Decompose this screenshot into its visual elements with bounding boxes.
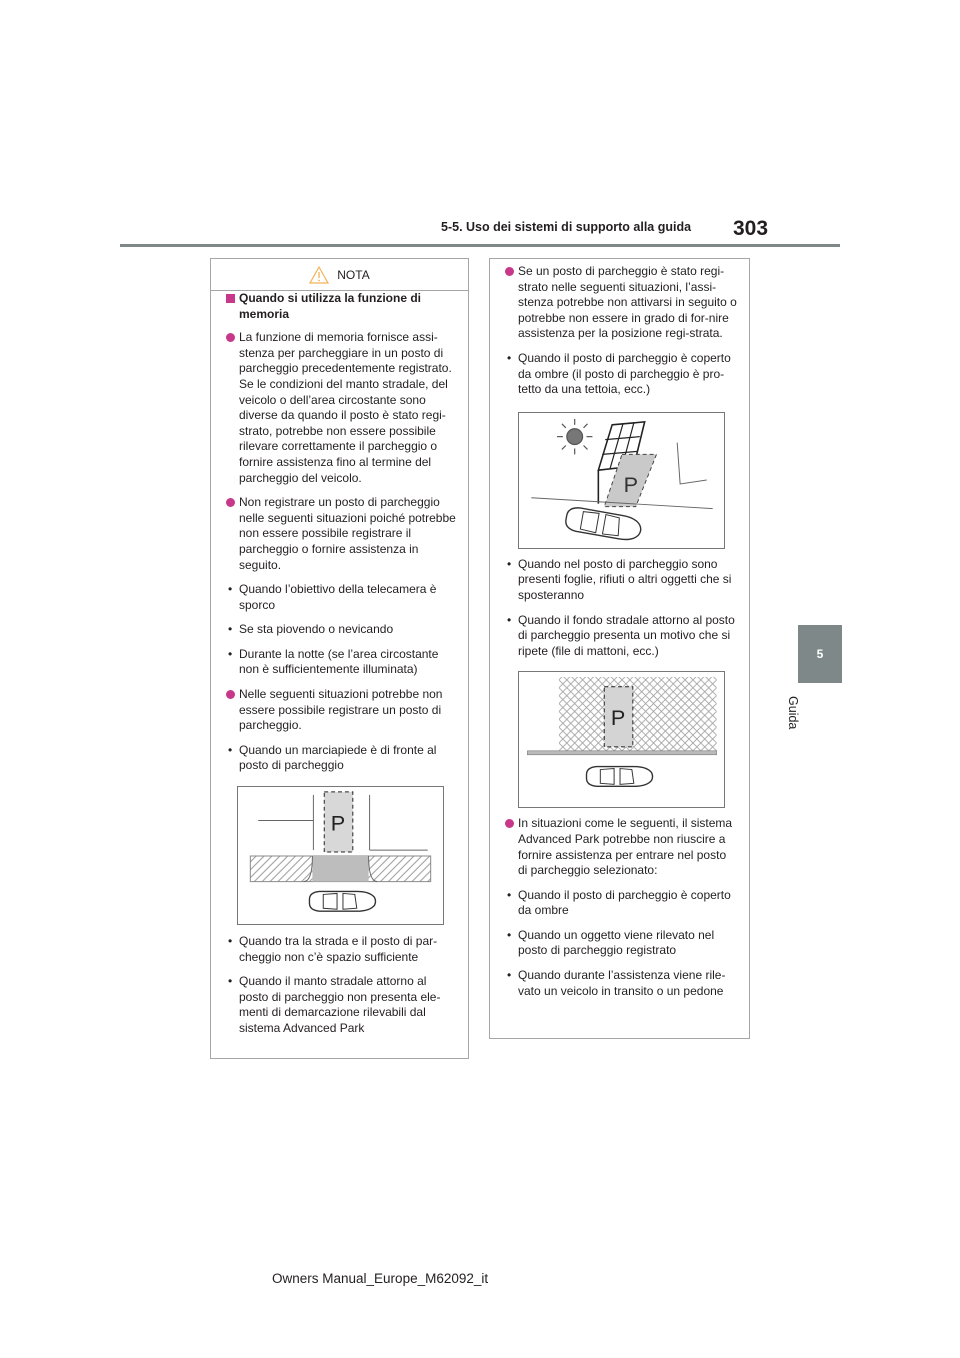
nota-header <box>211 259 468 291</box>
footer-text: Owners Manual_Europe_M62092_it <box>272 1271 489 1286</box>
figure-curb <box>237 786 456 925</box>
bullet-item: • Durante la notte (se l’area circostante non è sufficientemente illuminata) <box>226 647 456 678</box>
warning-icon <box>309 266 329 284</box>
left-list <box>226 330 456 774</box>
figure-shade <box>518 412 737 549</box>
section-title: 5-5. Uso dei sistemi di supporto alla guida <box>441 220 692 234</box>
figure-brick <box>518 671 737 808</box>
parking-letter: P <box>330 810 346 836</box>
chapter-label <box>786 696 800 746</box>
nota-content-left <box>211 291 468 1037</box>
bullet-item: • Quando tra la strada e il posto di par-cheggio non c’è spazio sufficiente <box>226 934 456 965</box>
parking-letter-3: P <box>610 705 626 731</box>
right-list-2 <box>505 557 737 660</box>
nota-point: Nelle seguenti situazioni potrebbe non essere possibile registrare un posto di parcheggio. <box>226 687 456 734</box>
chapter-tab[interactable]: 5 <box>798 625 842 683</box>
bullet-item: • Quando nel posto di parcheggio sono presenti foglie, rifiuti o altri oggetti che si sposteranno <box>505 557 737 604</box>
nota-point: Non registrare un posto di parcheggio nelle seguenti situazioni poiché potrebbe non essere possibile registrare il parcheggio o fornire assistenza in seguito. <box>226 495 456 573</box>
nota-point: In situazioni come le seguenti, il sistema Advanced Park potrebbe non riuscire a fornire assistenza per entrare nel posto di parcheggio selezionato: <box>505 816 737 878</box>
nota-box-left <box>210 258 469 1059</box>
bullet-item: • Quando un oggetto viene rilevato nel posto di parcheggio registrato <box>505 928 737 959</box>
header-rule <box>120 244 840 247</box>
chapter-label-text: Guida <box>786 696 800 730</box>
left-after-list <box>226 934 456 1037</box>
nota-point: La funzione di memoria fornisce assi-stenza per parcheggiare in un posto di parcheggio precedentemente registrato. Se le condizioni del manto stradale, del veicolo o dell’area circostante sono diverse da quando il posto è stato regi-strato, potrebbe non essere possibile rilevare correttamente il parcheggio o fornire assistenza fino al termine del parcheggio del veicolo. <box>226 330 456 486</box>
bullet-item: • Se sta piovendo o nevicando <box>226 622 456 638</box>
bullet-item: • Quando il posto di parcheggio è coperto da ombre <box>505 888 737 919</box>
bullet-item: • Quando durante l’assistenza viene rile-vato un veicolo in transito o un pedone <box>505 968 737 999</box>
nota-box-right <box>489 258 750 1039</box>
nota-point: Se un posto di parcheggio è stato regi-strato nelle seguenti situazioni, l’assi-stenza potrebbe non attivarsi in seguito o potrebbe non essere in grado di for-nire assistenza per la posizione regi-strata. <box>505 264 737 342</box>
nota-heading: Quando si utilizza la funzione di memoria <box>226 291 456 322</box>
bullet-item: • Quando il manto stradale attorno al posto di parcheggio non presenta ele-menti di demarcazione rilevabili dal sistema Advanced Park <box>226 974 456 1036</box>
nota-content-right <box>490 259 749 999</box>
bullet-item: • Quando il posto di parcheggio è coperto da ombre (il posto di parcheggio è pro-tetto da una tettoia, ecc.) <box>505 351 737 398</box>
bullet-item: • Quando un marciapiede è di fronte al posto di parcheggio <box>226 743 456 774</box>
bullet-item: • Quando l’obiettivo della telecamera è sporco <box>226 582 456 613</box>
nota-label: NOTA <box>337 267 370 282</box>
bullet-item: • Quando il fondo stradale attorno al posto di parcheggio presenta un motivo che si ripete (file di mattoni, ecc.) <box>505 613 737 660</box>
parking-letter-2: P <box>623 471 639 497</box>
right-list-1 <box>505 264 737 398</box>
page-number: 303 <box>733 217 769 240</box>
sun-icon <box>557 419 592 454</box>
right-list-3 <box>505 816 737 999</box>
